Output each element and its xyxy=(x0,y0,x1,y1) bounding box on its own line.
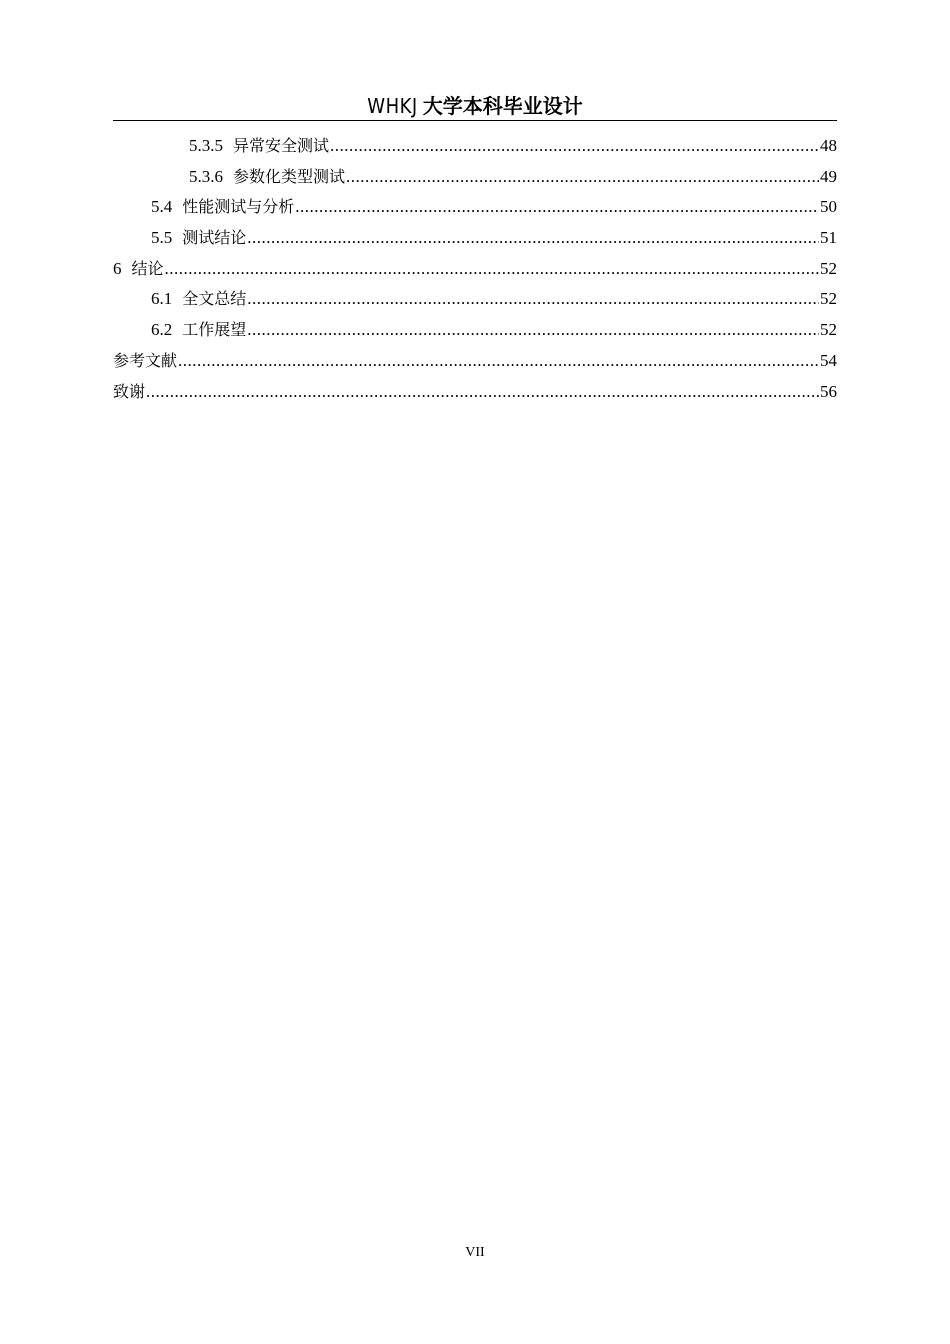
toc-entry-title: 工作展望 xyxy=(182,320,247,340)
toc-entry-number: 6 xyxy=(113,258,122,278)
toc-dot-leader xyxy=(247,223,819,254)
header-school-code: WHKJ xyxy=(367,94,418,118)
toc-entry-page: 50 xyxy=(820,197,837,217)
toc-entry-number: 5.5 xyxy=(151,228,173,248)
toc-entry-page: 48 xyxy=(820,136,837,155)
toc-entry-title: 致谢 xyxy=(113,381,146,401)
toc-entry-number: 5.4 xyxy=(151,197,173,217)
toc-entry[interactable] xyxy=(113,284,837,315)
toc-entry-title: 参数化类型测试 xyxy=(233,166,346,186)
toc-entry[interactable] xyxy=(113,346,837,377)
toc-dot-leader xyxy=(146,377,819,408)
toc-entry-page: 56 xyxy=(820,381,837,401)
toc-entry-title: 全文总结 xyxy=(182,289,247,309)
toc-dot-leader xyxy=(178,346,819,377)
toc-entry[interactable] xyxy=(113,377,837,408)
toc-entry[interactable] xyxy=(113,162,837,193)
toc-entry-title: 参考文献 xyxy=(113,350,178,370)
toc-entry[interactable] xyxy=(113,254,837,285)
toc-entry[interactable] xyxy=(113,315,837,346)
toc-entry-number: 6.2 xyxy=(151,320,173,340)
toc-entry-title: 异常安全测试 xyxy=(233,136,330,155)
toc-dot-leader xyxy=(165,254,819,285)
toc-dot-leader xyxy=(330,131,819,162)
toc-dot-leader xyxy=(295,192,819,223)
toc-entry-number: 6.1 xyxy=(151,289,173,309)
toc-entry-page: 54 xyxy=(820,350,837,370)
toc-entry-page: 51 xyxy=(820,228,837,248)
header-title: 大学本科毕业设计 xyxy=(422,94,583,118)
toc-entry[interactable] xyxy=(113,192,837,223)
toc-entry-page: 49 xyxy=(820,166,837,186)
toc-dot-leader xyxy=(247,315,819,346)
toc-entry-title: 测试结论 xyxy=(182,228,247,248)
header-rule xyxy=(113,120,837,121)
toc-entry[interactable] xyxy=(113,223,837,254)
page-number: VII xyxy=(465,1245,485,1260)
table-of-contents xyxy=(113,131,837,407)
toc-entry-title: 结论 xyxy=(131,258,164,278)
toc-dot-leader xyxy=(247,284,819,315)
toc-entry-page: 52 xyxy=(820,320,837,340)
toc-entry[interactable] xyxy=(113,131,837,162)
page-header xyxy=(113,92,837,121)
toc-entry-number: 5.3.6 xyxy=(189,166,223,186)
toc-entry-title: 性能测试与分析 xyxy=(182,197,295,217)
toc-entry-page: 52 xyxy=(820,258,837,278)
toc-dot-leader xyxy=(346,162,819,193)
toc-entry-page: 52 xyxy=(820,289,837,309)
toc-entry-number: 5.3.5 xyxy=(189,136,223,155)
